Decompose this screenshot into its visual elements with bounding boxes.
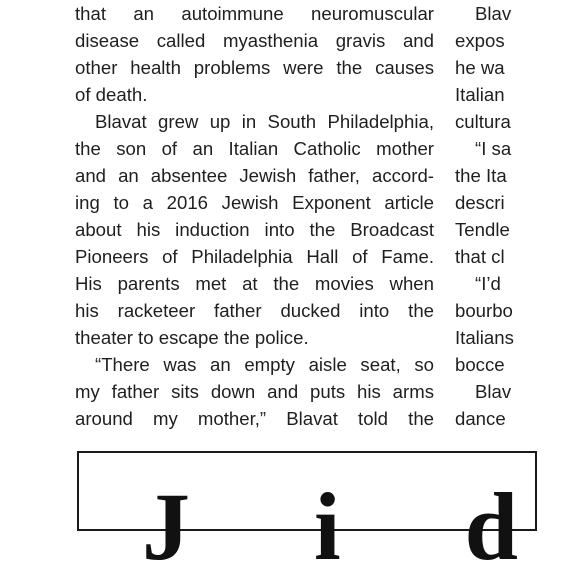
left-column-line: around my mother,” Blavat told the bbox=[75, 408, 434, 429]
left-column-line: disease called myasthenia gravis and bbox=[75, 30, 434, 51]
left-column-line: and an absentee Jewish father, accord- bbox=[75, 165, 434, 186]
left-column-line: Blavat grew up in South Philadelphia, bbox=[95, 111, 434, 132]
left-column-line: my father sits down and puts his arms bbox=[75, 381, 434, 402]
left-column-line: his racketeer father ducked into the bbox=[75, 300, 434, 321]
right-column-line: “I sa bbox=[475, 138, 512, 159]
left-column-line: Pioneers of Philadelphia Hall of Fame. bbox=[75, 246, 434, 267]
right-column-line: he wa bbox=[455, 57, 505, 78]
right-column-line: dance bbox=[455, 408, 506, 429]
right-column-line: Blav bbox=[475, 381, 512, 402]
left-column-line: other health problems were the causes bbox=[75, 57, 434, 78]
right-column-line: Blav bbox=[475, 3, 512, 24]
right-column-line: that cl bbox=[455, 246, 505, 267]
right-column-line: Italian bbox=[455, 84, 505, 105]
right-column-line: bourbo bbox=[455, 300, 513, 321]
right-column-line: Tendle bbox=[455, 219, 510, 240]
left-column-line: His parents met at the movies when bbox=[75, 273, 434, 294]
right-column-line: “I’d bbox=[475, 273, 501, 294]
left-column-line: of death. bbox=[75, 84, 148, 105]
article-column-right bbox=[455, 0, 512, 432]
article-column-left bbox=[75, 0, 434, 432]
right-column-line: expos bbox=[455, 30, 505, 51]
right-column-line: descri bbox=[455, 192, 505, 213]
left-column-line: ing to a 2016 Jewish Exponent article bbox=[75, 192, 434, 213]
right-column-line: Italians bbox=[455, 327, 514, 348]
right-column-line: cultura bbox=[455, 111, 511, 132]
bordered-box bbox=[77, 451, 568, 580]
box-heading-text: J i d bbox=[142, 473, 568, 580]
left-column-line: about his induction into the Broadcast bbox=[75, 219, 434, 240]
left-column-line: the son of an Italian Catholic mother bbox=[75, 138, 434, 159]
left-column-line: theater to escape the police. bbox=[75, 327, 309, 348]
right-column-line: bocce bbox=[455, 354, 505, 375]
left-column-line: “There was an empty aisle seat, so bbox=[95, 354, 434, 375]
right-column-line: the Ita bbox=[455, 165, 507, 186]
left-column-line: that an autoimmune neuromuscular bbox=[75, 3, 434, 24]
